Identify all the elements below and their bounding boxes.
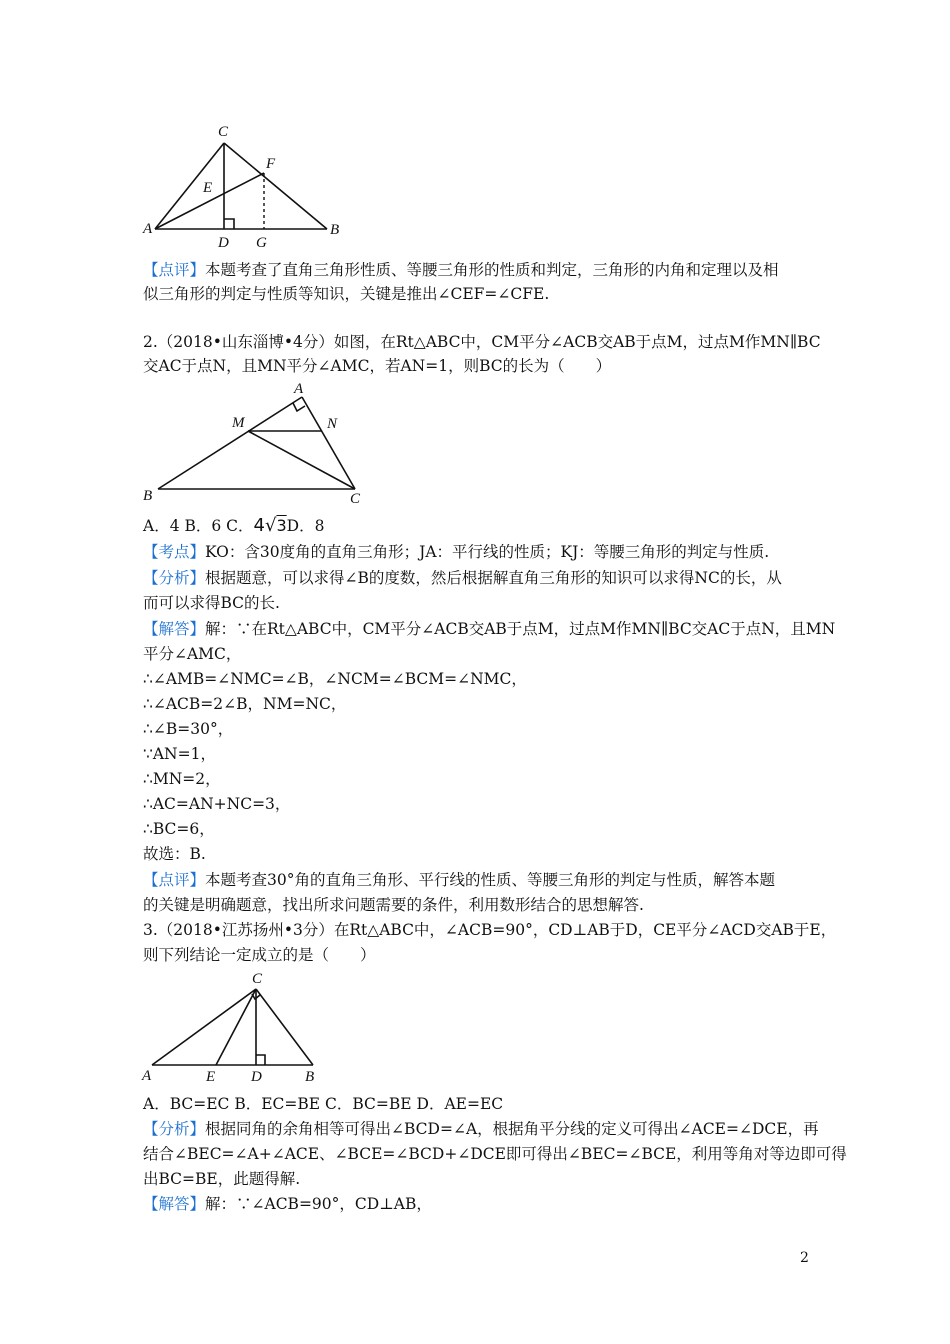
q2-kaodian-text: KO：含30度角的直角三角形；JA：平行线的性质；KJ：等腰三角形的判定与性质. — [205, 543, 770, 561]
fig3-label-d: D — [251, 1069, 262, 1085]
q2-step: ∴∠ACB=2∠B，NM=NC， — [143, 695, 347, 713]
q2-fenxi-line2: 而可以求得BC的长. — [143, 594, 280, 612]
q2-options-sqrt-rad: 3 — [276, 516, 287, 535]
q2-fenxi-text1: 根据题意，可以求得∠B的度数，然后根据解直角三角形的知识可以求得NC的长，从 — [205, 569, 782, 587]
fig1-label-f: F — [266, 156, 276, 172]
q2-step: ∴AC=AN+NC=3， — [143, 795, 291, 813]
q2-step: ∴∠B=30°， — [143, 720, 234, 738]
q2-jieda-text1: 解：∵在Rt△ABC中，CM平分∠ACB交AB于点M，过点M作MN∥BC交AC于点N，且MN — [205, 620, 836, 638]
q2-stem-line2: 交AC于点N，且MN平分∠AMC，若AN=1，则BC的长为（ ） — [143, 357, 612, 375]
fig1-label-d: D — [218, 235, 229, 251]
sqrt-icon: √ — [264, 515, 277, 536]
q2-step: ∴∠AMB=∠NMC=∠B，∠NCM=∠BCM=∠NMC， — [143, 670, 527, 688]
fig2-label-n: N — [327, 416, 338, 432]
q3-fenxi-line2: 结合∠BEC=∠A+∠ACE、∠BCE=∠BCD+∠DCE即可得出∠BEC=∠BCE，利用等角对等边即可得 — [143, 1145, 847, 1163]
q3-fenxi-line3: 出BC=BE，此题得解. — [143, 1170, 301, 1188]
q3-fenxi-line1 — [143, 1118, 819, 1140]
fig2-label-c: C — [350, 491, 361, 507]
q2-jieda-line2: 平分∠AMC， — [143, 645, 242, 663]
q2-dianping-line2: 的关键是明确题意，找出所求问题需要的条件，利用数形结合的思想解答. — [143, 896, 644, 914]
comment-tag: 【点评】 — [143, 261, 206, 279]
q3-stem-line1: 3.（2018•江苏扬州•3分）在Rt△ABC中，∠ACB=90°，CD⊥AB于D，CE平分∠ACD交AB于E， — [143, 921, 837, 939]
q2-step: ∴BC=6， — [143, 820, 215, 838]
kaodian-tag: 【考点】 — [143, 543, 206, 561]
dianping-tag: 【点评】 — [143, 871, 206, 889]
fig1-label-g: G — [256, 235, 267, 251]
q2-options-post: D．8 — [286, 517, 325, 535]
jieda-tag: 【解答】 — [143, 1195, 206, 1213]
q2-options-sqrt-coef: 4 — [253, 515, 265, 536]
q3-jieda-text1: 解：∵∠ACB=90°，CD⊥AB， — [205, 1195, 432, 1213]
q3-options: A．BC=EC B．EC=BE C．BC=BE D．AE=EC — [143, 1095, 504, 1113]
p1-comment-line2: 似三角形的判定与性质等知识，关键是推出∠CEF=∠CFE. — [143, 285, 550, 303]
fig1-label-e: E — [203, 180, 213, 196]
q2-dianping-text1: 本题考查30°角的直角三角形、平行线的性质、等腰三角形的判定与性质，解答本题 — [205, 871, 775, 889]
fig1-label-c: C — [218, 124, 229, 140]
q3-stem-line2: 则下列结论一定成立的是（ ） — [143, 946, 376, 964]
q2-step: 故选：B. — [143, 845, 206, 863]
fig3-label-c: C — [252, 971, 263, 987]
q2-step: ∴MN=2， — [143, 770, 221, 788]
fig2-label-m: M — [232, 415, 245, 431]
q3-jieda-line1 — [143, 1193, 432, 1215]
fig3-label-b: B — [305, 1069, 315, 1085]
p1-comment-text1: 本题考查了直角三角形性质、等腰三角形的性质和判定，三角形的内角和定理以及相 — [205, 261, 779, 279]
fenxi-tag: 【分析】 — [143, 569, 206, 587]
fig1-label-a: A — [143, 221, 153, 237]
fig3-label-a: A — [142, 1068, 152, 1084]
fig1-label-b: B — [330, 222, 340, 238]
fig3-label-e: E — [206, 1069, 216, 1085]
q2-stem-line1: 2.（2018•山东淄博•4分）如图，在Rt△ABC中，CM平分∠ACB交AB于点M，过点M作MN∥BC — [143, 333, 821, 351]
fenxi-tag: 【分析】 — [143, 1120, 206, 1138]
jieda-tag: 【解答】 — [143, 620, 206, 638]
fig2-label-b: B — [143, 488, 153, 504]
fig2-label-a: A — [294, 381, 304, 397]
q2-options-pre: A．4 B．6 C． — [143, 517, 254, 535]
page-number: 2 — [800, 1250, 809, 1266]
q3-fenxi-text1: 根据同角的余角相等可得出∠BCD=∠A，根据角平分线的定义可得出∠ACE=∠DCE，再 — [205, 1120, 819, 1138]
q2-step: ∵AN=1， — [143, 745, 216, 763]
